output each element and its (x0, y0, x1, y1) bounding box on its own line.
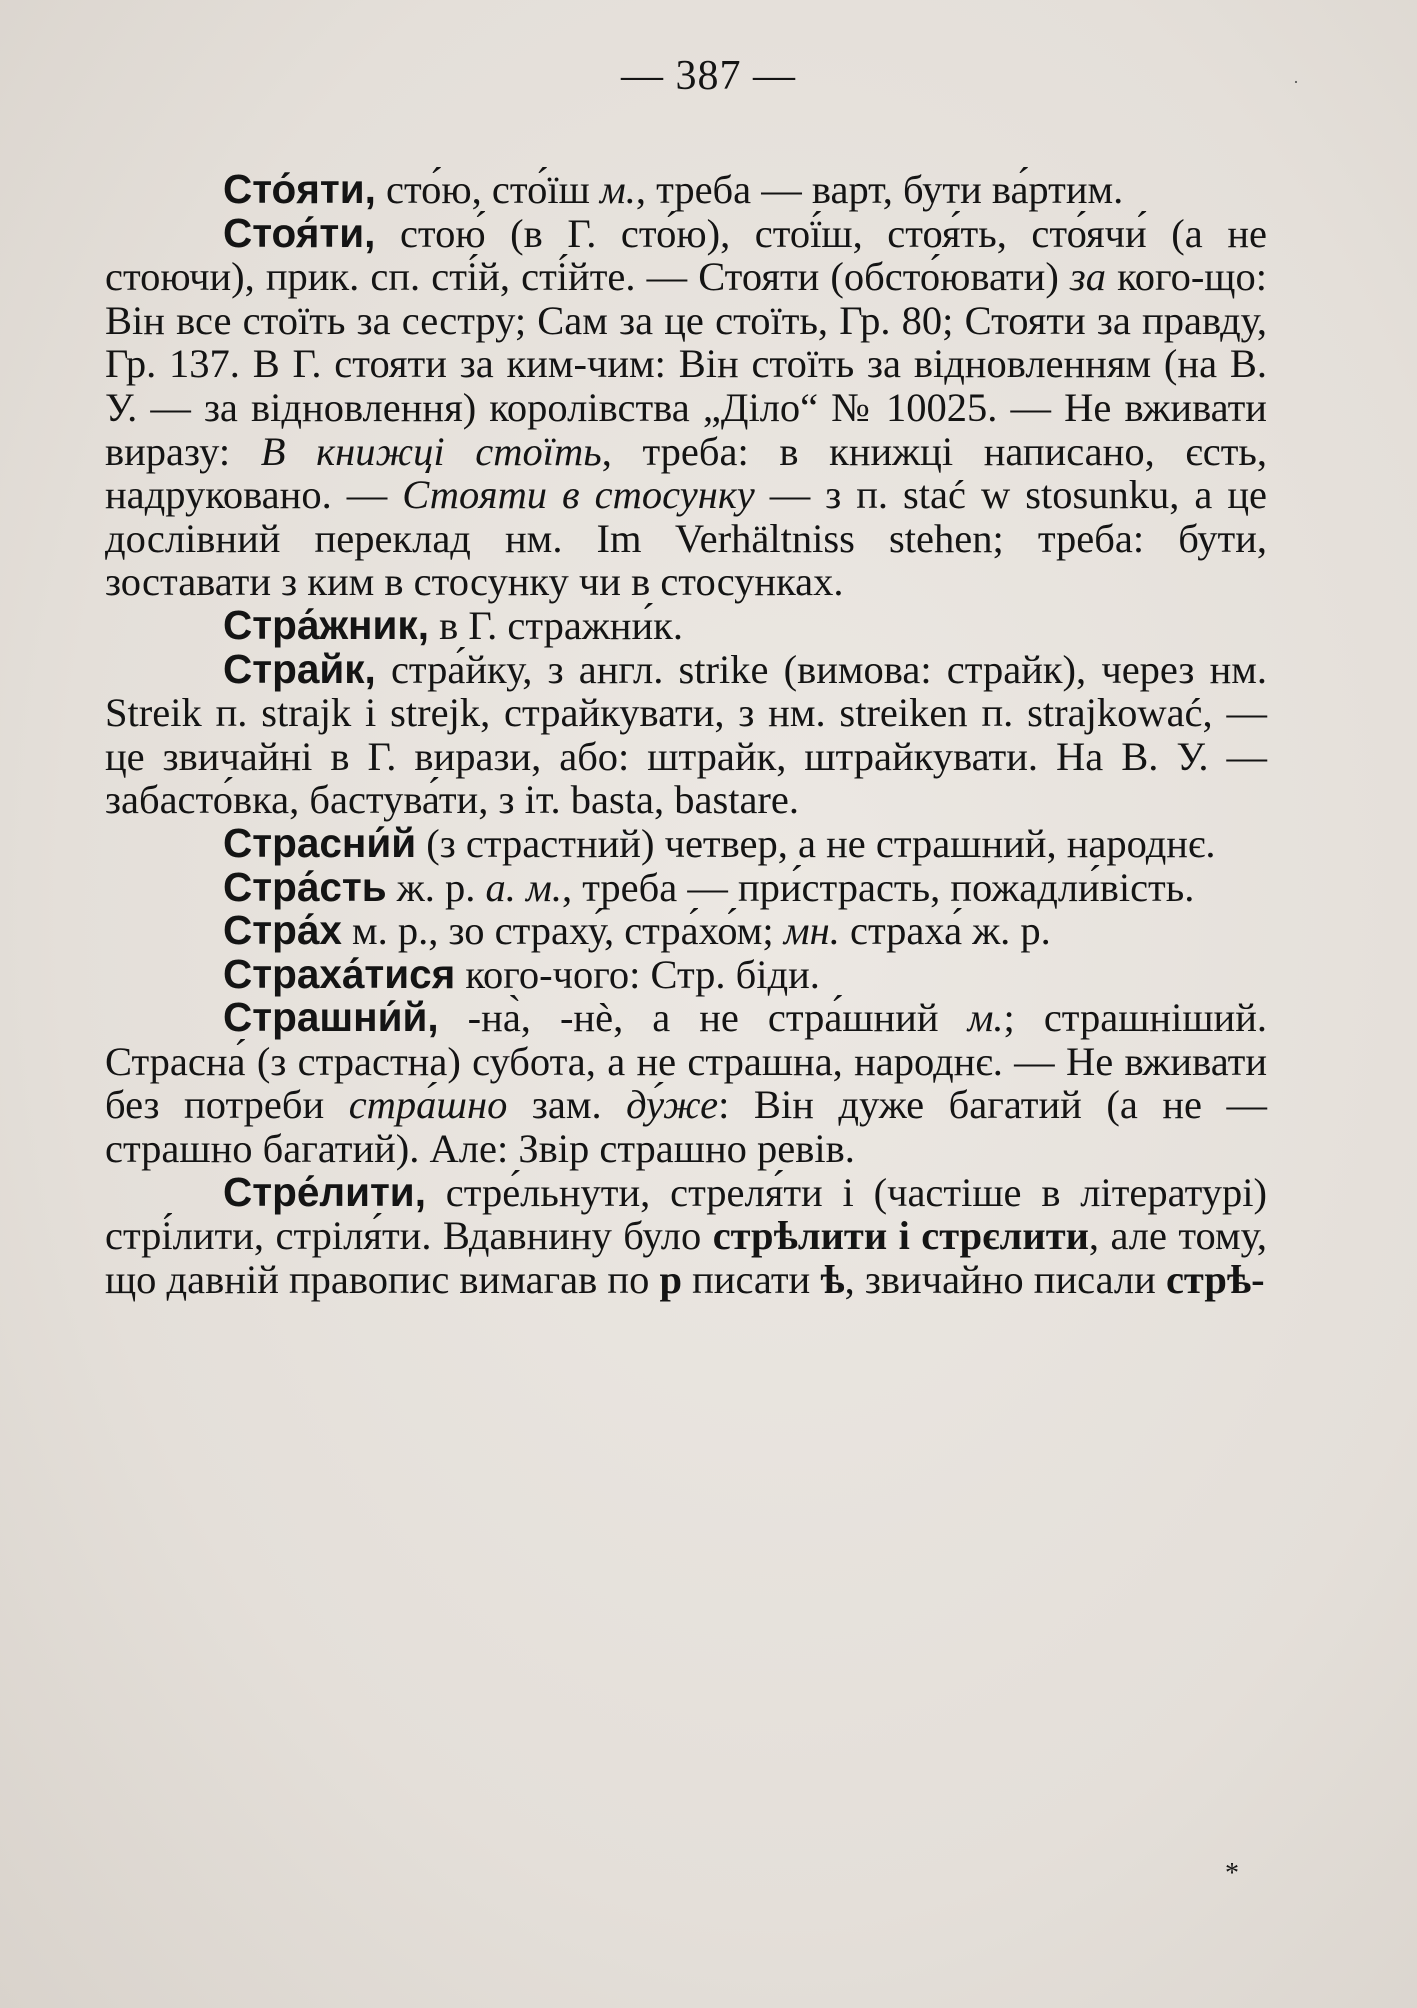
entries-column (105, 168, 1267, 1301)
entry-text: в Г. стражни́к. (428, 602, 683, 648)
entry-text: писати (681, 1256, 821, 1302)
italic-text: за (1069, 254, 1106, 300)
entry-text: кого-чого: Стр. біди. (455, 951, 820, 997)
entry-text: сто́ю, сто́їш (375, 167, 600, 212)
dictionary-entry (105, 950, 1267, 997)
italic-text: м. (967, 995, 1004, 1041)
entry-text: : Він дуже багатий (а не — страшно багатий). Але: Звір страшно ревів. (105, 1082, 1268, 1172)
entry-text: , треба — при́страсть, пожадли́вість. (561, 864, 1195, 910)
dictionary-entry (105, 601, 1267, 648)
headword: Страшни́й, (223, 994, 439, 1041)
headword: Страсни́й (223, 819, 417, 866)
headword: Стоя́ти, (223, 209, 376, 256)
entry-text: , але тому, що давній правопис вимагав по (105, 1213, 1267, 1302)
entry-text: кого-що: Він все стоїть за сестру; Сам за це стоїть, Гр. 80; Стояти за правду, Гр. 137. В Г. стояти за ким-чим: Він стоїть за відновленням (на В. У. — за відновлення) королівства „Діло“ № 10025. — Не вживати виразу: (105, 254, 1267, 474)
entry-text: ; страшніший. Страсна́ (з страстна) субота, а не страшна, народнє. — Не вживати без потреби (105, 995, 1267, 1128)
dictionary-entry (105, 209, 1267, 605)
entry-text: стра́йку, з англ. strike (вимова: страйк), через нм. Streik п. strajk і strejk, страйкувати, з нм. streiken п. strajkować, — це звичайні в Г. вирази, або: штрайк, штрайкувати. На В. У. — забасто́вка, бастува́ти, з іт. basta, bastare. (105, 646, 1267, 823)
headword: Страйк, (223, 645, 376, 692)
italic-text: мн. (783, 908, 840, 954)
dictionary-entry (105, 819, 1267, 866)
entry-text: стре́льнути, стреля́ти і (частіше в літературі) стрі́лити, стріля́ти. Вдавнину було (105, 1169, 1267, 1259)
entry-text: страха́ ж. р. (839, 908, 1051, 954)
dictionary-entry (105, 1168, 1267, 1302)
entry-text: — з п. stać w stosunku, а це дослівний переклад нм. Im Verhältniss stehen; треба: бути, зоставати з ким в стосунку чи в стосунках. (105, 472, 1267, 605)
italic-text: м. (599, 167, 636, 212)
bold-text: ѣ (820, 1256, 845, 1302)
dictionary-entry (105, 996, 1267, 1170)
dictionary-entry (105, 645, 1267, 823)
bold-text: стрѣлити і стрєлити (712, 1213, 1089, 1259)
italic-text: Стояти в стосунку (402, 472, 755, 518)
entry-text: (з страстний) четвер, а не страшний, народнє. (416, 820, 1216, 866)
headword: Стра́сть (223, 863, 387, 910)
signature-mark: * (1225, 1858, 1239, 1889)
entry-text: ж. р. (386, 864, 486, 910)
entry-text: зам. (507, 1082, 627, 1128)
page-number: — 387 — (621, 53, 796, 99)
print-speck: · (1293, 72, 1299, 92)
italic-text: В книжці стоїть (260, 428, 602, 474)
entry-text: м. р., зо страху́, стра́хо́м; (341, 908, 784, 954)
headword: Страха́тися (223, 950, 456, 997)
headword: Стра́жник, (223, 601, 429, 648)
italic-text: ду́же (626, 1082, 719, 1128)
italic-text: стра́шно (348, 1082, 508, 1128)
entry-text: , треба — варт, бути ва́ртим. (635, 167, 1124, 212)
italic-text: а. м. (485, 864, 562, 910)
headword: Стра́х (223, 907, 342, 954)
headword: Стре́лити, (223, 1168, 426, 1215)
entry-text: , звичайно писали (844, 1256, 1166, 1302)
headword: Сто́яти, (223, 166, 376, 212)
dictionary-entry (105, 909, 1267, 953)
bold-text: р (659, 1256, 682, 1302)
bold-text: стрѣ- (1165, 1256, 1265, 1302)
dictionary-entry (105, 168, 1267, 212)
entry-text: стою́ (в Г. сто́ю), стої́ш, стоя́ть, сто́ячи́ (а не стоючи), прик. сп. сті́й, сті́йте. — Стояти (обсто́ювати) (105, 210, 1267, 300)
entry-text: , треба: в книжці написано, єсть, надруковано. — (105, 428, 1267, 518)
entry-text: -на̀, -нѐ, а не стра́шний (438, 995, 968, 1041)
dictionary-entry (105, 863, 1267, 910)
